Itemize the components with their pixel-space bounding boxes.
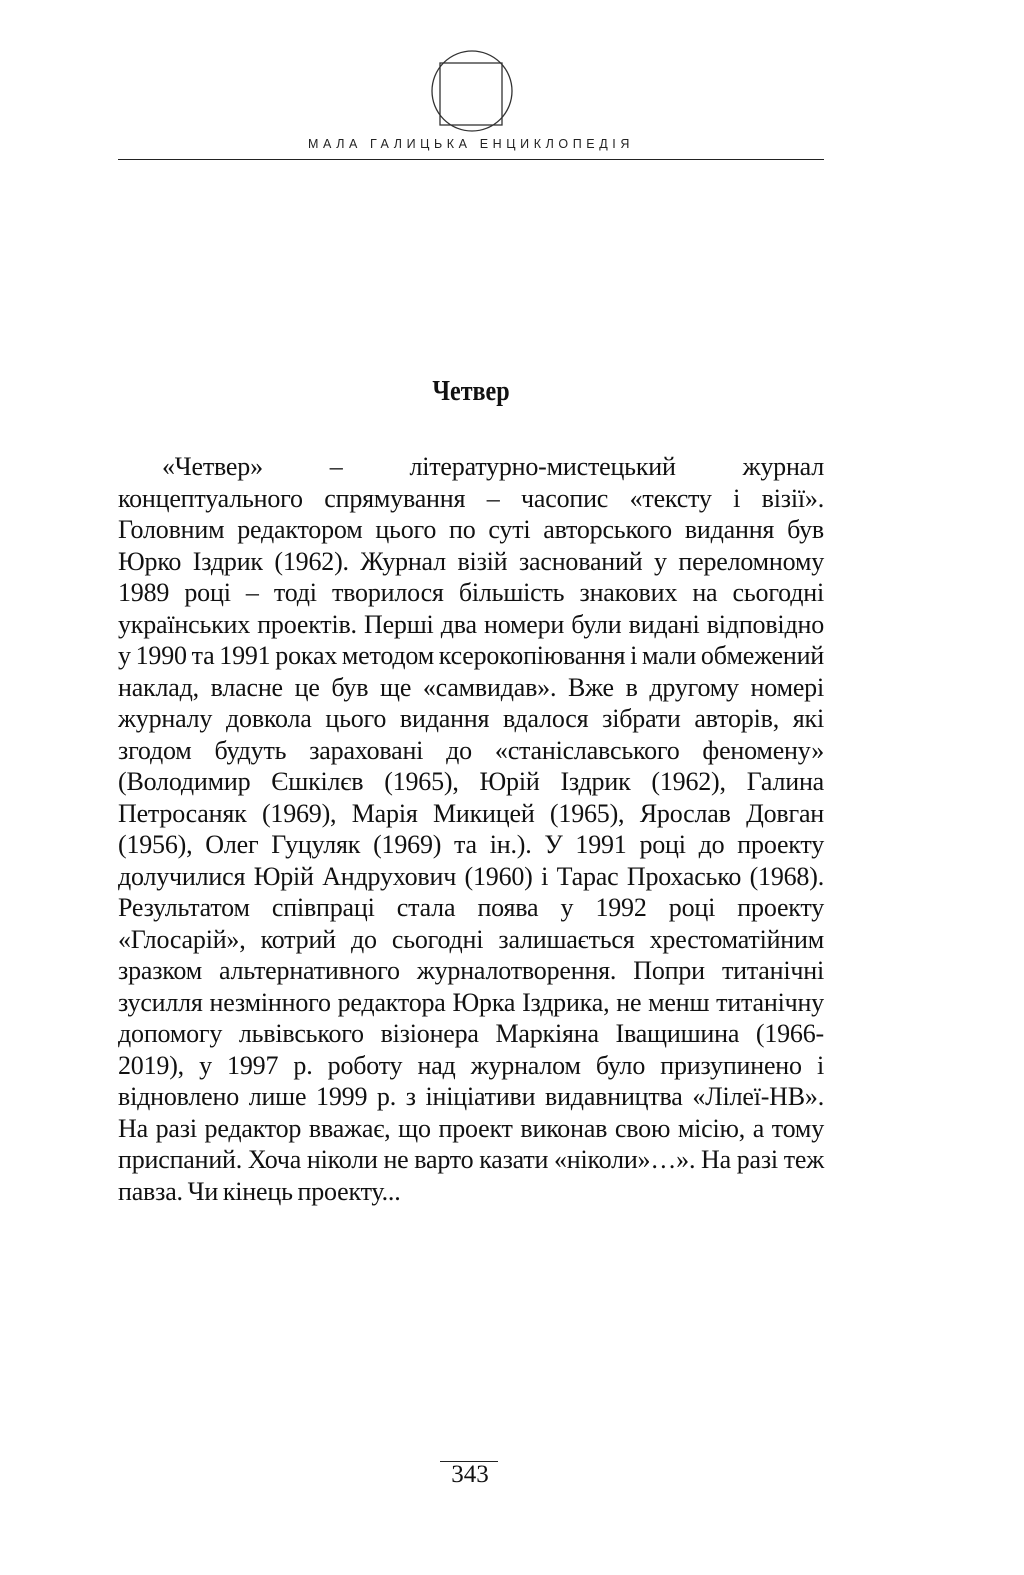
running-header: МАЛА ГАЛИЦЬКА ЕНЦИКЛОПЕДІЯ: [307, 137, 634, 151]
article-paragraph: «Четвер» – літературно-мистецький журнал концептуального спрямування – часопис «тексту і візії». Головним редактором цього по суті авторського видання був Юрко Іздрик (1962). Журнал візій заснований у переломному 1989 році – тоді творилося більшість знакових на сьогодні українських проектів. Перші два номери були видані відповідно у 1990 та 1991 роках методом ксерокопіювання і мали обмежений наклад, власне це був ще «самвидав». Вже в другому номері журналу довкола цього видання вдалося зібрати авторів, які згодом будуть зараховані до «станіславського феномену» (Володимир Єшкілєв (1965), Юрій Іздрик (1962), Галина Петросаняк (1969), Марія Микицей (1965), Ярослав Довган (1956), Олег Гуцуляк (1969) та ін.). У 1991 році до проекту долучилися Юрій Андрухович (1960) і Тарас Прохасько (1968). Результатом співпраці стала поява у 1992 році проекту «Глосарій», котрий до сьогодні залишається хрестоматійним зразком альтернативного журналотворення. Попри титанічні зусилля незмінного редактора Юрка Іздрика, не менш титанічну допомогу львівського візіонера Маркіяна Іващишина (1966-2019), у 1997 р. роботу над журналом було призупинено і відновлено лише 1999 р. з ініціативи видавництва «Лілеї-НВ». На разі редактор вважає, що проект виконав свою місію, а тому приспаний. Хоча ніколи не варто казати «ніколи»…». На разі теж павза. Чи кінець проекту...: [118, 452, 824, 1206]
square-in-circle-icon: [429, 48, 515, 134]
page-number: 343: [451, 1461, 489, 1488]
article-body: [118, 451, 824, 1396]
article-title: Четвер: [432, 376, 510, 407]
header-divider: [118, 159, 824, 160]
